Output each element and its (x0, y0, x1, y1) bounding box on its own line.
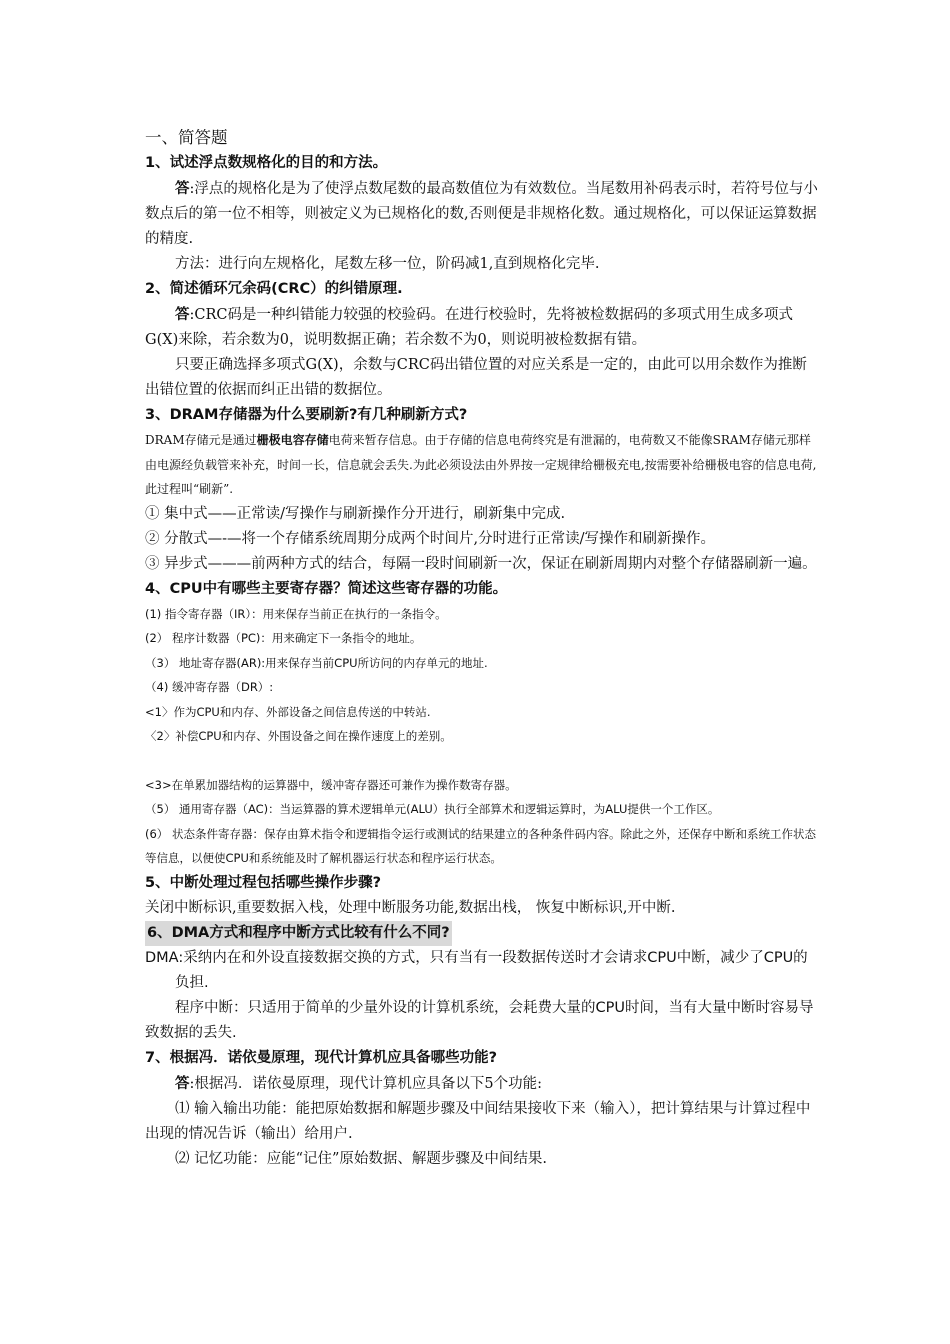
spacer (145, 749, 820, 773)
q4-register-4a: <1〉作为CPU和内存、外部设备之间信息传送的中转站. (145, 704, 431, 719)
q4-register-4: （4) 缓冲寄存器（DR）: (145, 680, 274, 694)
q3-item-2: ② 分散式—-—将一个存储系统周期分成两个时间片,分时进行正常读/写操作和刷新操作。 (145, 530, 715, 547)
q1-title: 1、试述浮点数规格化的目的和方法。 (145, 155, 388, 171)
q1-answer-text: :浮点的规格化是为了使浮点数尾数的最高数值位为有效数位。当尾数用补码表示时，若符号位与小数点后的第一位不相等，则被定义为已规格化的数,否则便是非规格化数。通过规格化，可以保证运算数据的精度. (145, 181, 818, 247)
q6-title: 6、DMA方式和程序中断方式比较有什么不同? (145, 921, 452, 946)
q3-intro-a: DRAM存储元是通过 (145, 433, 257, 447)
document-page (145, 124, 820, 1172)
q2-answer-label: 答 (175, 306, 190, 323)
q4-title: 4、CPU中有哪些主要寄存器？简述这些寄存器的功能。 (145, 580, 508, 597)
q4-register-4b: 〈2〉补偿CPU和内存、外围设备之间在操作速度上的差别。 (145, 729, 452, 743)
q7-answer (145, 1071, 820, 1097)
q4-register-1: (1) 指令寄存器（IR）：用来保存当前正在执行的一条指令。 (145, 606, 447, 621)
q3-intro-bold: 栅极电容存储 (256, 433, 329, 447)
q7-function-1: ⑴ 输入输出功能：能把原始数据和解题步骤及中间结果接收下来（输入），把计算结果与计算过程中出现的情况告诉（输出）给用户. (145, 1100, 811, 1142)
q3-item-3: ③ 异步式———前两种方式的结合，每隔一段时间刷新一次，保证在刷新周期内对整个存储器刷新一遍。 (145, 555, 817, 572)
q4-register-6: (6） 状态条件寄存器：保存由算术指令和逻辑指令运行或测试的结果建立的各种条件码内容。除此之外，还保存中断和系统工作状态等信息，以便使CPU和系统能及时了解机器运行状态和程序运行状态。 (145, 826, 816, 865)
q4-register-3: （3） 地址寄存器(AR):用来保存当前CPU所访问的内存单元的地址. (145, 655, 488, 670)
q1-answer (145, 176, 820, 252)
q2-answer (145, 302, 820, 353)
q3-title: 3、DRAM存储器为什么要刷新?有几种刷新方式? (145, 407, 468, 423)
q5-answer: 关闭中断标识,重要数据入栈，处理中断服务功能,数据出栈， 恢复中断标识,开中断. (145, 899, 676, 916)
q2-title: 2、简述循环冗余码(CRC）的纠错原理. (145, 281, 403, 297)
q6-dma: DMA:采纳内在和外设直接数据交换的方式，只有当有一段数据传送时才会请求CPU中断，减少了CPU的负担. (145, 949, 808, 991)
q4-register-5: （5） 通用寄存器（AC)：当运算器的算术逻辑单元(ALU）执行全部算术和逻辑运算时，为ALU提供一个工作区。 (145, 802, 720, 816)
q6-title-line (145, 921, 820, 946)
section-title: 一、简答题 (145, 128, 228, 147)
q3-intro (145, 428, 820, 502)
q4-register-4c: <3>在单累加器结构的运算器中，缓冲寄存器还可兼作为操作数寄存器。 (145, 777, 517, 792)
q3-intro-b: 电荷来暂存信息。由于存储的信息电荷终究是有泄漏的，电荷数又不能像SRAM存储元那样由电源经负载管来补充，时间一长，信息就会丢失.为此必须设法由外界按一定规律给栅极充电,按需要补给栅极电容的信息电荷,此过程叫“刷新”. (145, 433, 817, 496)
q3-item-1: ① 集中式——正常读/写操作与刷新操作分开进行，刷新集中完成. (145, 505, 566, 522)
q7-function-2: ⑵ 记忆功能：应能“记住”原始数据、解题步骤及中间结果. (175, 1150, 548, 1167)
q7-answer-label: 答 (175, 1074, 190, 1092)
q2-paragraph-2: 只要正确选择多项式G(X)，余数与CRC码出错位置的对应关系是一定的，由此可以用余数作为推断出错位置的依据而纠正出错的数据位。 (145, 357, 807, 398)
q6-interrupt: 程序中断：只适用于简单的少量外设的计算机系统，会耗费大量的CPU时间，当有大量中断时容易导致数据的丢失. (145, 999, 814, 1041)
q4-register-2: (2） 程序计数器（PC)：用来确定下一条指令的地址。 (145, 631, 422, 645)
q7-answer-text: :根据冯．诺依曼原理，现代计算机应具备以下5个功能: (189, 1075, 542, 1092)
q5-title: 5、中断处理过程包括哪些操作步骤? (145, 874, 381, 891)
q7-title: 7、根据冯．诺依曼原理，现代计算机应具备哪些功能? (145, 1049, 497, 1066)
q1-method: 方法：进行向左规格化，尾数左移一位，阶码减1,直到规格化完毕. (175, 256, 600, 272)
q2-answer-text: :CRC码是一种纠错能力较强的校验码。在进行校验时，先将被检数据码的多项式用生成多项式G(X)来除，若余数为0，说明数据正确；若余数不为0，则说明被检数据有错。 (145, 307, 793, 348)
q1-answer-label: 答 (175, 180, 190, 197)
